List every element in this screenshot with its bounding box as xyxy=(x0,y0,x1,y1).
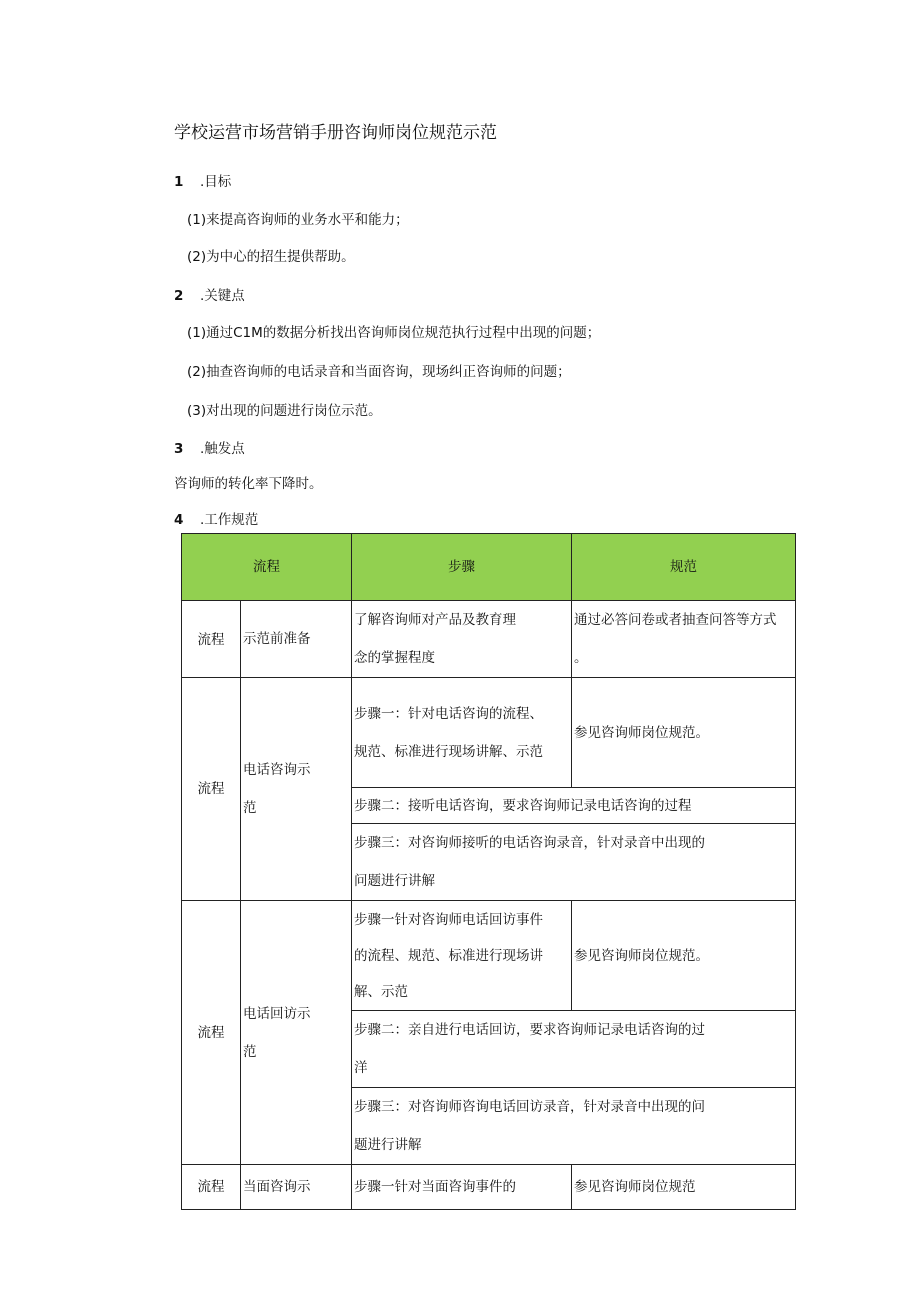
row-name: 示范前准备 xyxy=(241,601,352,678)
row-name: 电话咨询示 范 xyxy=(241,678,352,901)
step-cell: 步骤一针对咨询师电话回访事件 的流程、规范、标准进行现场讲 解、示范 xyxy=(352,901,572,1011)
spec-cell: 参见咨询师岗位规范 xyxy=(572,1165,796,1210)
section-heading: 2 .关键点 xyxy=(174,288,245,304)
spec-cell: 通过必答问卷或者抽查问答等方式 。 xyxy=(572,601,796,678)
keypoint-item: (2)抽查咨询师的电话录音和当面咨询，现场纠正咨询师的问题； xyxy=(187,364,571,380)
section-heading: 1 .目标 xyxy=(174,174,232,190)
header-process: 流程 xyxy=(182,534,352,601)
table-header-row xyxy=(182,534,796,601)
table-row xyxy=(182,678,796,788)
step-cell: 步骤二：亲自进行电话回访，要求咨询师记录电话咨询的过 洋 xyxy=(352,1011,796,1088)
goal-item: (2)为中心的招生提供帮助。 xyxy=(187,249,355,265)
keypoint-item: (1)通过C1M的数据分析找出咨询师岗位规范执行过程中出现的问题； xyxy=(187,325,601,341)
section-heading: 3 .触发点 xyxy=(174,441,245,457)
row-name: 当面咨询示 xyxy=(241,1165,352,1210)
row-label: 流程 xyxy=(182,1165,241,1210)
step-cell: 步骤二：接听电话咨询，要求咨询师记录电话咨询的过程 xyxy=(352,788,796,824)
table-row xyxy=(182,901,796,1011)
row-label: 流程 xyxy=(182,901,241,1165)
row-label: 流程 xyxy=(182,601,241,678)
step-cell: 步骤三：对咨询师接听的电话咨询录音，针对录音中出现的 问题进行讲解 xyxy=(352,824,796,901)
section-heading: 4 .工作规范 xyxy=(174,512,259,528)
header-steps: 步骤 xyxy=(352,534,572,601)
goal-item: (1)来提高咨询师的业务水平和能力； xyxy=(187,212,409,228)
row-name: 电话回访示 范 xyxy=(241,901,352,1165)
row-label: 流程 xyxy=(182,678,241,901)
step-cell: 步骤三：对咨询师咨询电话回访录音，针对录音中出现的问 题进行讲解 xyxy=(352,1088,796,1165)
keypoint-item: (3)对出现的问题进行岗位示范。 xyxy=(187,403,382,419)
spec-cell: 参见咨询师岗位规范。 xyxy=(572,901,796,1011)
page-title: 学校运营市场营销手册咨询师岗位规范示范 xyxy=(174,123,497,143)
table-row xyxy=(182,601,796,678)
header-spec: 规范 xyxy=(572,534,796,601)
work-spec-table xyxy=(181,533,796,1210)
trigger-text: 咨询师的转化率下降时。 xyxy=(174,476,323,492)
spec-cell: 参见咨询师岗位规范。 xyxy=(572,678,796,788)
step-cell: 步骤一针对当面咨询事件的 xyxy=(352,1165,572,1210)
step-cell: 了解咨询师对产品及教育理 念的掌握程度 xyxy=(352,601,572,678)
table-row xyxy=(182,1165,796,1210)
step-cell: 步骤一：针对电话咨询的流程、 规范、标准进行现场讲解、示范 xyxy=(352,678,572,788)
